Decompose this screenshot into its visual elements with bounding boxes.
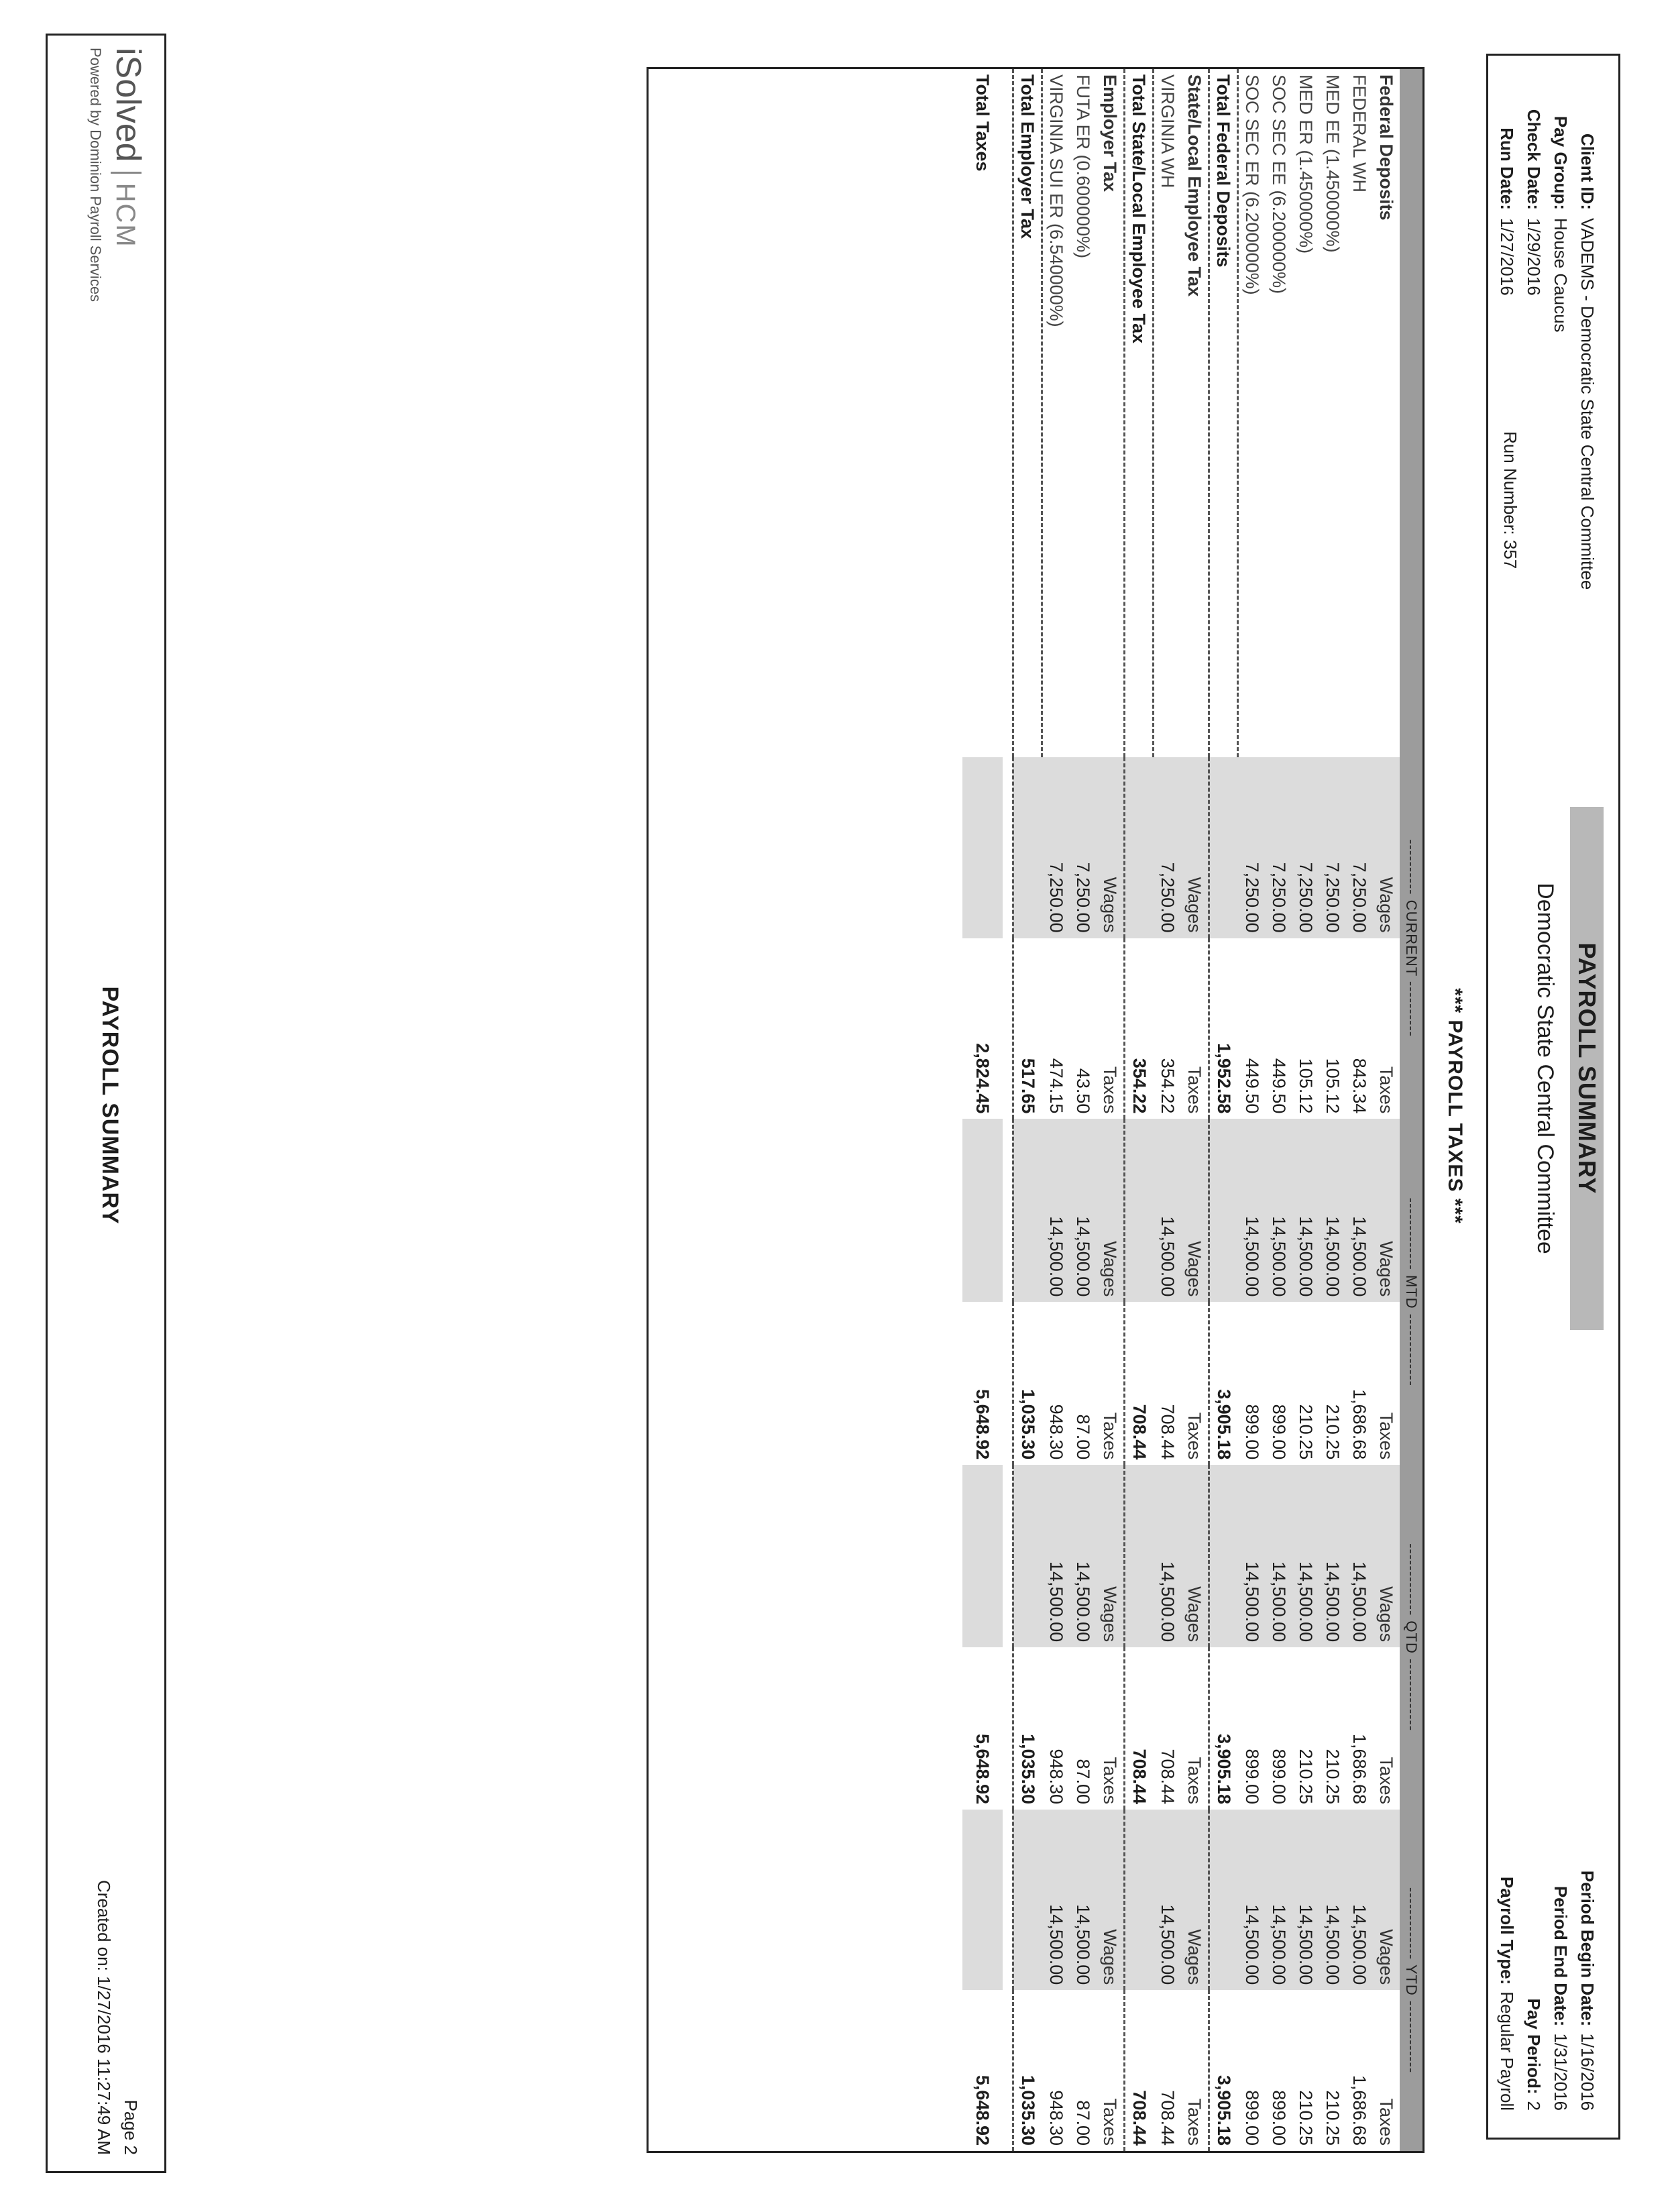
pay-period-label: Pay Period: [1524,1998,1544,2095]
col-header-wages: Wages [1376,1929,1397,1985]
cell: 899.00 [1241,2090,1262,2146]
footer-title: PAYROLL SUMMARY [97,986,123,1225]
row-label: FEDERAL WH [1349,74,1370,193]
table-row [1209,69,1238,2151]
payroll-type-label: Payroll Type: [1497,1876,1517,1985]
page-number: Page 2 [121,2099,141,2155]
cell: 899.00 [1241,1404,1262,1460]
col-header-taxes: Taxes [1100,1412,1121,1460]
period-end: 1/31/2016 [1551,2033,1571,2111]
cell: 14,500.00 [1323,1904,1343,1985]
section-title: *** PAYROLL TAXES *** [1444,988,1466,1224]
row-label: MED EE (1.450000%) [1323,74,1343,253]
cell: 14,500.00 [1157,1561,1178,1643]
cell: 7,250.00 [1323,862,1343,933]
cell: 210.25 [1296,1749,1317,1805]
col-header-taxes: Taxes [1100,1757,1121,1805]
row-label: Employer Tax [1100,74,1121,192]
row-label: Total Taxes [972,74,993,172]
cell: 708.44 [1157,2090,1178,2146]
col-header-taxes: Taxes [1376,2098,1397,2146]
cell: 7,250.00 [1269,862,1290,933]
cell: 1,686.68 [1349,1733,1370,1805]
table-row [1154,69,1182,2151]
table-row [1238,69,1266,2151]
cell: 1,686.68 [1349,1389,1370,1460]
cell: 14,500.00 [1296,1561,1317,1643]
cell: 2,824.45 [972,1043,993,1114]
row-label: Total Employer Tax [1013,69,1042,757]
group-ytd: ------------- YTD ------------- [1400,1810,1422,2151]
logo-text: iSolved [109,48,148,162]
cell: 14,500.00 [1349,1904,1370,1985]
cell: 708.44 [1157,1404,1178,1460]
cell: 7,250.00 [1241,862,1262,933]
group-qtd: ------------- QTD ------------- [1400,1465,1422,1810]
cell: 5,648.92 [972,1733,993,1805]
cell: 7,250.00 [1157,862,1178,933]
cell: 354.22 [1125,938,1154,1119]
table-row [1346,69,1373,2151]
cell [1209,1810,1238,1990]
cell: 14,500.00 [1073,1216,1094,1297]
table-row [1266,69,1292,2151]
table-row [1042,69,1070,2151]
row-label: SOC SEC EE (6.200000%) [1269,74,1290,294]
cell [1125,1810,1154,1990]
col-header-wages: Wages [1376,1241,1397,1297]
cell [1125,1119,1154,1302]
col-header-wages: Wages [1100,1586,1121,1643]
created-on: Created on: 1/27/2016 11:27:49 AM [94,1879,114,2155]
cell: 14,500.00 [1046,1904,1066,1985]
cell: 14,500.00 [1073,1904,1094,1985]
cell [962,1810,1003,1990]
cell: 449.50 [1241,1058,1262,1114]
pay-group-label: Pay Group: [1551,115,1571,210]
cell: 3,905.18 [1209,1302,1238,1465]
report-footer [46,34,166,2173]
cell: 14,500.00 [1157,1904,1178,1985]
cell: 14,500.00 [1269,1561,1290,1643]
check-date-label: Check Date: [1524,109,1544,210]
pay-period: 2 [1524,2101,1544,2111]
taxes-table [962,69,1422,2151]
col-header-taxes: Taxes [1100,1066,1121,1114]
cell: 14,500.00 [1269,1904,1290,1985]
client-id: VADEMS - Democratic State Central Committee [1577,218,1598,590]
row-label: VIRGINIA WH [1158,74,1178,188]
run-date-label: Run Date: [1497,127,1517,210]
report-title: PAYROLL SUMMARY [1570,807,1604,1330]
cell: 899.00 [1269,2090,1290,2146]
cell: 1,035.30 [1013,1990,1042,2151]
cell [1013,1810,1042,1990]
cell: 7,250.00 [1296,862,1317,933]
row-label: Total State/Local Employee Tax [1125,69,1154,757]
col-header-wages: Wages [1184,1586,1205,1643]
cell: 87.00 [1073,1414,1094,1460]
period-begin: 1/16/2016 [1577,2033,1598,2111]
cell [1125,1465,1154,1647]
cell: 474.15 [1046,1058,1066,1114]
table-row [1013,69,1042,2151]
cell: 708.44 [1125,1647,1154,1810]
group-header-blank [1400,69,1422,757]
col-header-taxes: Taxes [1184,1412,1205,1460]
cell: 14,500.00 [1241,1904,1262,1985]
cell: 14,500.00 [1296,1216,1317,1297]
table-row [1125,69,1154,2151]
cell: 210.25 [1323,1404,1343,1460]
report-header [1486,54,1620,2140]
table-row [1292,69,1319,2151]
cell: 899.00 [1269,1404,1290,1460]
col-header-wages: Wages [1100,1929,1121,1985]
cell: 899.00 [1269,1749,1290,1805]
cell: 7,250.00 [1046,862,1066,933]
cell: 14,500.00 [1046,1561,1066,1643]
cell [1209,757,1238,938]
cell: 210.25 [1323,1749,1343,1805]
row-label: VIRGINIA SUI ER (6.540000%) [1046,74,1067,327]
cell: 14,500.00 [1323,1561,1343,1643]
cell: 105.12 [1323,1058,1343,1114]
row-label: Total Federal Deposits [1209,69,1238,757]
cell: 1,952.58 [1209,938,1238,1119]
cell: 43.50 [1073,1068,1094,1114]
cell: 5,648.92 [972,2075,993,2146]
cell: 948.30 [1046,1404,1066,1460]
cell: 899.00 [1241,1749,1262,1805]
cell: 105.12 [1296,1058,1317,1114]
run-number-label: Run Number: [1500,431,1520,535]
logo-subtitle: Powered by Dominion Payroll Services [87,48,104,302]
cell: 449.50 [1269,1058,1290,1114]
col-header-taxes: Taxes [1184,1757,1205,1805]
table-row [962,69,1003,2151]
col-header-wages: Wages [1184,1241,1205,1297]
header-right [1494,1871,1601,2111]
col-header-wages: Wages [1184,877,1205,933]
col-header-wages: Wages [1100,877,1121,933]
spacer-row [1003,69,1013,2151]
table-row [1181,69,1209,2151]
cell: 843.34 [1349,1058,1370,1114]
cell: 3,905.18 [1209,1990,1238,2151]
spacer-cell [1003,69,1013,2151]
cell: 210.25 [1323,2090,1343,2146]
footer-right [91,1880,144,2155]
cell [962,1119,1003,1302]
cell: 14,500.00 [1157,1216,1178,1297]
cell: 1,686.68 [1349,2075,1370,2146]
cell: 14,500.00 [1241,1561,1262,1643]
cell: 708.44 [1125,1990,1154,2151]
cell: 708.44 [1125,1302,1154,1465]
col-header-wages: Wages [1376,877,1397,933]
group-mtd: ------------- MTD ------------- [1400,1119,1422,1465]
client-id-label: Client ID: [1577,133,1598,210]
cell [1013,1119,1042,1302]
payroll-type: Regular Payroll [1497,1991,1517,2111]
cell: 354.22 [1157,1058,1178,1114]
run-number: 357 [1500,539,1520,569]
period-begin-label: Period Begin Date: [1577,1870,1598,2027]
period-end-label: Period End Date: [1551,1885,1571,2027]
cell [1209,1465,1238,1647]
col-header-taxes: Taxes [1184,1066,1205,1114]
col-header-wages: Wages [1376,1586,1397,1643]
cell: 1,035.30 [1013,1302,1042,1465]
cell: 14,500.00 [1073,1561,1094,1643]
payroll-taxes-table [647,67,1425,2153]
cell: 210.25 [1296,2090,1317,2146]
cell: 14,500.00 [1241,1216,1262,1297]
table-row [1373,69,1400,2151]
table-row [1097,69,1125,2151]
table-row [1070,69,1097,2151]
row-label: State/Local Employee Tax [1184,74,1205,297]
cell: 3,905.18 [1209,1647,1238,1810]
cell: 948.30 [1046,1749,1066,1805]
cell: 210.25 [1296,1404,1317,1460]
cell [962,757,1003,938]
col-header-taxes: Taxes [1376,1757,1397,1805]
cell [1209,1119,1238,1302]
cell: 517.65 [1013,938,1042,1119]
group-header-row [1400,69,1422,2151]
cell: 5,648.92 [972,1389,993,1460]
cell [1013,757,1042,938]
cell: 14,500.00 [1296,1904,1317,1985]
cell: 14,500.00 [1046,1216,1066,1297]
cell [962,1465,1003,1647]
cell: 14,500.00 [1349,1216,1370,1297]
cell: 87.00 [1073,2100,1094,2146]
cell: 87.00 [1073,1759,1094,1805]
org-name: Democratic State Central Committee [1532,883,1558,1254]
row-label: SOC SEC ER (6.200000%) [1242,74,1263,295]
cell: 7,250.00 [1349,862,1370,933]
run-date: 1/27/2016 [1497,218,1517,296]
table-row [1319,69,1346,2151]
col-header-taxes: Taxes [1376,1412,1397,1460]
pay-group: House Caucus [1551,218,1571,333]
row-label: MED ER (1.450000%) [1296,74,1317,254]
cell: 948.30 [1046,2090,1066,2146]
group-current: ---------- CURRENT ---------- [1400,757,1422,1119]
logo-hcm: HCM [111,182,140,248]
col-header-wages: Wages [1184,1929,1205,1985]
cell [1013,1465,1042,1647]
title-block [1532,807,1604,1330]
col-header-taxes: Taxes [1100,2098,1121,2146]
cell: 7,250.00 [1073,862,1094,933]
check-date: 1/29/2016 [1524,218,1544,296]
row-label: Federal Deposits [1376,74,1397,221]
cell: 1,035.30 [1013,1647,1042,1810]
run-number-field [1500,431,1520,569]
col-header-taxes: Taxes [1376,1066,1397,1114]
row-label: FUTA ER (0.600000%) [1073,74,1094,259]
cell: 14,500.00 [1323,1216,1343,1297]
col-header-taxes: Taxes [1184,2098,1205,2146]
cell: 14,500.00 [1349,1561,1370,1643]
col-header-wages: Wages [1100,1241,1121,1297]
cell: 708.44 [1157,1749,1178,1805]
cell [1125,757,1154,938]
cell: 14,500.00 [1269,1216,1290,1297]
